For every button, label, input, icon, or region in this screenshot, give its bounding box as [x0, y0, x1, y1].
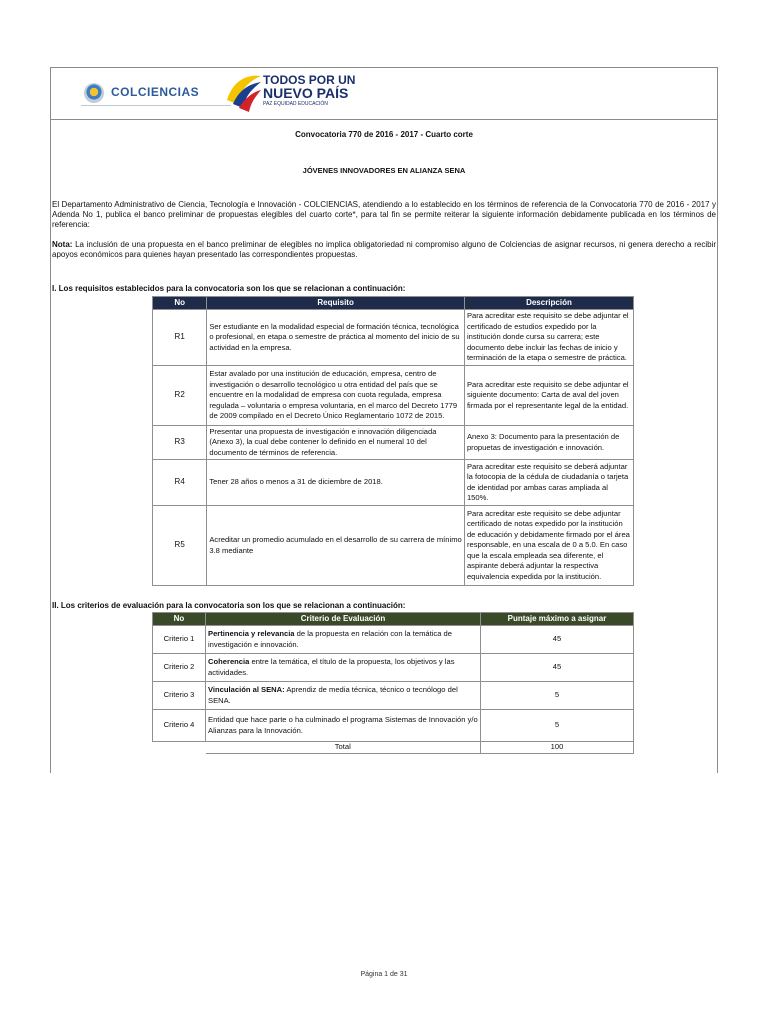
req-number: R4: [153, 460, 207, 506]
col-header-descripcion: Descripción: [464, 297, 633, 310]
table-row: [153, 682, 634, 710]
req-number: R5: [153, 506, 207, 586]
criterion-text: [206, 682, 481, 710]
req-number: R3: [153, 426, 207, 460]
req-number: R1: [153, 310, 207, 366]
intro-paragraph: El Departamento Administrativo de Ciencia, Tecnología e Innovación - COLCIENCIAS, atendiendo a lo establecido en los términos de referencia de la Convocatoria 770 de 2016 - 2017 y Adenda No 1, publica el banco preliminar de propuestas elegibles del cuarto corte*, para tal fin se permite reiterar la siguiente información debidamente publicada en los términos de referencia:: [52, 200, 716, 229]
flag-swoosh-icon: [223, 70, 263, 114]
criterion-desc: de la propuesta en relación con la temática de investigación e innovación.: [208, 629, 453, 649]
section2-title: II. Los criterios de evaluación para la convocatoria son los que se relacionan a continuación:: [52, 601, 406, 610]
table-row: [153, 506, 634, 586]
table-row: [153, 366, 634, 426]
criterion-points: 5: [481, 710, 634, 742]
criterion-desc: entre la temática, el título de la propuesta, los objetivos y las actividades.: [208, 657, 455, 677]
total-value: 100: [481, 742, 634, 754]
table-row: [153, 310, 634, 366]
criterion-desc: Entidad que hace parte o ha culminado el programa Sistemas de Innovación y/o Alianzas para la Innovación.: [208, 715, 478, 735]
criterion-points: 45: [481, 626, 634, 654]
req-description: Para acreditar este requisito se debe adjuntar el certificado de estudios expedido por la institución donde cursa su carrera; este documento debe incluir las fechas de inicio y terminación de la etapa o semestre de práctica.: [464, 310, 633, 366]
section1-title: I. Los requisitos establecidos para la convocatoria son los que se relacionan a continuación:: [52, 284, 406, 293]
req-text: Estar avalado por una institución de educación, empresa, centro de investigación o desarrollo tecnológico u otra entidad del país que se encuentre en la modalidad de empresa con cuota regulada, empresa regulada – voluntaria o empresa voluntaria, en el marco del Decreto 1779 de 2009 compilado en el Decreto Único Reglamentario 1072 de 2015.: [207, 366, 465, 426]
criteria-table: [152, 612, 634, 754]
table-row: [153, 426, 634, 460]
criterion-bold: Vinculación al SENA:: [208, 685, 285, 694]
req-description: Para acreditar este requisito se deberá adjuntar la fotocopia de la cédula de ciudadanía o tarjeta de identidad por ambas caras ampliada al 150%.: [464, 460, 633, 506]
table-row: [153, 710, 634, 742]
req-description: Para acreditar este requisito se debe adjuntar el siguiente documento: Carta de aval del joven firmada por el representante legal de la entidad.: [464, 366, 633, 426]
logo-underline: [81, 105, 231, 106]
criterion-text: [206, 654, 481, 682]
table-row: [153, 460, 634, 506]
document-title: Convocatoria 770 de 2016 - 2017 - Cuarto corte: [295, 130, 473, 139]
req-text: Tener 28 años o menos a 31 de diciembre de 2018.: [207, 460, 465, 506]
criterion-number: Criterio 4: [153, 710, 206, 742]
col-header-no: No: [153, 613, 206, 626]
criterion-bold: Coherencia: [208, 657, 250, 666]
criterion-bold: Pertinencia y relevancia: [208, 629, 295, 638]
total-spacer: [153, 742, 206, 754]
col-header-criterio: Criterio de Evaluación: [206, 613, 481, 626]
colciencias-logo-text: COLCIENCIAS: [111, 85, 200, 99]
tpn-line1: TODOS POR UN: [263, 73, 356, 87]
requirements-table: [152, 296, 634, 586]
requirements-header-row: [153, 297, 634, 310]
criterion-desc: Aprendiz de media técnica, técnico o tecnólogo del SENA.: [208, 685, 458, 705]
criterion-number: Criterio 3: [153, 682, 206, 710]
note-text: La inclusión de una propuesta en el banco preliminar de elegibles no implica obligatoriedad ni compromiso alguno de Colciencias de asignar recursos, ni genera derecho a recibir apoyos económicos para quienes hayan presentado las correspondientes propuestas.: [52, 240, 716, 259]
criterion-text: [206, 626, 481, 654]
table-row: [153, 626, 634, 654]
req-number: R2: [153, 366, 207, 426]
col-header-requisito: Requisito: [207, 297, 465, 310]
total-row: [153, 742, 634, 754]
tpn-line2: NUEVO PAÍS: [263, 85, 349, 101]
criterion-number: Criterio 1: [153, 626, 206, 654]
colombia-seal-icon: [84, 83, 104, 103]
criterion-points: 5: [481, 682, 634, 710]
req-text: Ser estudiante en la modalidad especial de formación técnica, tecnológica o profesional, en etapa o semestre de práctica al momento del inicio de su actividad en la empresa.: [207, 310, 465, 366]
req-text: Presentar una propuesta de investigación e innovación diligenciada (Anexo 3), la cual debe contener lo definido en el numeral 10 del documento de términos de referencia.: [207, 426, 465, 460]
note-paragraph: [52, 240, 716, 260]
criterion-text: [206, 710, 481, 742]
req-description: Para acreditar este requisito se debe adjuntar certificado de notas expedido por la institución de educación y debidamente firmado por el área responsable, en una escala de 0 a 5.0. En caso que la escala empleada sea diferente, el aspirante deberá adjuntar la respectiva equivalencia expedida por la institución.: [464, 506, 633, 586]
table-row: [153, 654, 634, 682]
criterion-points: 45: [481, 654, 634, 682]
tpn-line3: PAZ EQUIDAD EDUCACIÓN: [263, 101, 328, 107]
criteria-header-row: [153, 613, 634, 626]
col-header-no: No: [153, 297, 207, 310]
header-band: [51, 68, 717, 120]
criterion-number: Criterio 2: [153, 654, 206, 682]
page-footer: Página 1 de 31: [360, 971, 408, 978]
total-label: Total: [206, 742, 481, 754]
req-description: Anexo 3: Documento para la presentación de propuetas de investigación e innovación.: [464, 426, 633, 460]
col-header-puntaje: Puntaje máximo a asignar: [481, 613, 634, 626]
note-label: Nota:: [52, 240, 73, 249]
todos-por-un-nuevo-pais-logo: [223, 70, 356, 114]
req-text: Acreditar un promedio acumulado en el desarrollo de su carrera de mínimo 3.8 mediante: [207, 506, 465, 586]
document-subtitle: JÓVENES INNOVADORES EN ALIANZA SENA: [302, 166, 466, 175]
